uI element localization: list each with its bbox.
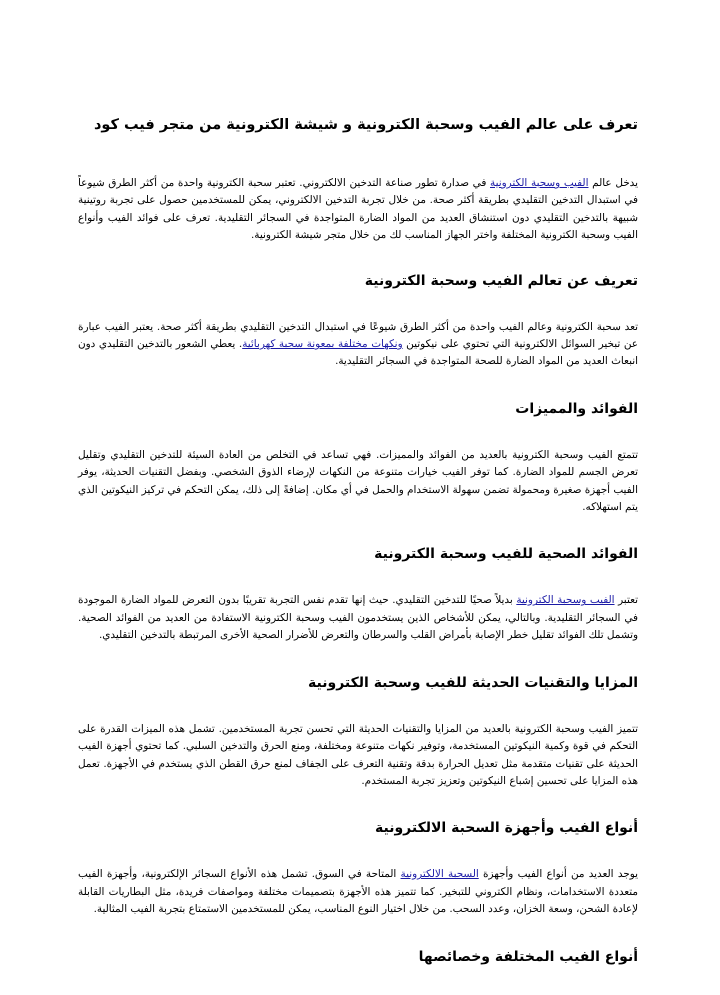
e-cig-link[interactable]: السحبة الالكترونية bbox=[400, 868, 479, 881]
health-text-start: تعتبر bbox=[614, 594, 638, 607]
section-heading-health-benefits: الفوائد الصحية للفيب وسحبة الكترونية bbox=[374, 546, 638, 563]
intro-text-rest: في صدارة تطور صناعة التدخين الالكتروني. تعتبر سحبة الكترونية واحدة من أكثر الطرق شيوعاً في استبدال التدخين التقليدي بطريقة أكثر صحة. من خلال تجربة التدخين الالكتروني، يمكن للمستخدمين حصول على تجربة روتينية شبيهة بالتدخين التقليدي دون استنشاق العديد من المواد الضارة المتواجدة في السجائر التقليدية. تعرف على فوائد الفيب وأنواع الفيب وسحبة الكترونية المختلفة واختر الجهاز المناسب لك من خلال متجر شيشة الكترونية. bbox=[78, 177, 638, 242]
section-paragraph-modern-tech: تتميز الفيب وسحبة الكترونية بالعديد من المزايا والتقنيات الحديثة التي تحسن تجربة المستخدمين. تشمل هذه الميزات القدرة على التحكم في قوة وكمية النيكوتين المستخدمة، وتوفير نكهات متنوعة ومختلفة، ومنع الحرق والتدخين السلبي. كما تحتوي أجهزة الفيب الحديثة على تقنيات متقدمة مثل تعديل الحرارة بدقة وتقنية التعرف على الجفاف لمنع حرق القطن الذي يستخدم في الأجهزة. تعمل هذه المزايا على تحسين إشباع النيكوتين وتعزيز تجربة المستخدم. bbox=[78, 722, 638, 787]
section-paragraph-health-benefits bbox=[78, 592, 638, 644]
health-text-rest: بديلاً صحيًا للتدخين التقليدي. حيث إنها تقدم نفس التجربة تقريبًا بدون التعرض للمواد الضارة الموجودة في السجائر التقليدية. وبالتالي، يمكن للأشخاص الذين يستخدمون الفيب وسحبة الكترونية الاستفادة من العديد من الفوائد الصحية. وتشمل تلك الفوائد تقليل خطر الإصابة بأمراض القلب والسرطان والتعرض للأضرار الصحية الأخرى المرتبطة بالتدخين التقليدي. bbox=[78, 594, 638, 642]
definition-text-rest: . يعطي الشعور بالتدخين التقليدي دون انبعاث العديد من المواد الضارة للصحة المتواجدة في السجائر التقليدية. bbox=[78, 338, 638, 368]
document-title: تعرف على عالم الفيب وسحبة الكترونية و شيشة الكترونية من متجر فيب كود bbox=[93, 117, 638, 133]
section-heading-benefits: الفوائد والمميزات bbox=[515, 400, 638, 417]
section-heading-definition: تعريف عن تعالم الفيب وسحبة الكترونية bbox=[364, 272, 638, 289]
section-paragraph-benefits: تتمتع الفيب وسحبة الكترونية بالعديد من الفوائد والمميزات. فهي تساعد في التخلص من العادة السيئة للتدخين التقليدي وتقليل تعرض الجسم للمواد الضارة. كما توفر الفيب خيارات متنوعة من النكهات لإرضاء الذوق الشخصي. وبفضل التقنيات الحديثة، يوفر الفيب أجهزة صغيرة ومحمولة تضمن سهولة الاستخدام والحمل في أي مكان. إضافةً إلى ذلك، يمكن التحكم في تركيز النيكوتين الذي يتم استهلاكه. bbox=[78, 448, 638, 514]
section-paragraph-definition bbox=[78, 319, 638, 371]
section-heading-modern-tech: المزايا والتقنيات الحديثة للفيب وسحبة الكترونية bbox=[308, 674, 638, 691]
intro-text-start: يدخل عالم bbox=[588, 177, 638, 189]
vape-link[interactable]: الفيب وسحبة الكترونية bbox=[490, 177, 589, 189]
vape-health-link[interactable]: الفيب وسحبة الكترونية bbox=[516, 594, 615, 607]
types-text-rest: المتاحة في السوق. تشمل هذه الأنواع السجائر الإلكترونية، وأجهزة الفيب متعددة الاستخدامات، ونظام الكتروني للتبخير. كما تتميز هذه الأجهزة بتصميمات مختلفة ومواصفات فريدة، مثل البطاريات القابلة لإعادة الشحن، وسعة الخزان، وعدد السحب. من خلال اختيار النوع المناسب، يمكن للمستخدمين الاستمتاع بتجربة الفيب المثالية. bbox=[78, 868, 638, 916]
section-heading-vape-kinds: أنواع الفيب المختلفة وخصائصها bbox=[418, 948, 638, 965]
flavors-link[interactable]: ونكهات مختلفة بمعونة سحبة كهربائية bbox=[242, 338, 403, 351]
types-text-start: يوجد العديد من أنواع الفيب وأجهزة bbox=[478, 868, 638, 881]
document-content bbox=[78, 175, 638, 995]
section-heading-device-types: أنواع الفيب وأجهزة السحبة الالكترونية bbox=[375, 820, 638, 837]
intro-paragraph bbox=[78, 175, 638, 245]
section-paragraph-device-types bbox=[78, 866, 638, 918]
definition-text-start: تعد سحبة الكترونية وعالم الفيب واحدة من أكثر الطرق شيوعًا في استبدال التدخين التقليدي بطريقة أكثر صحة. يعتبر الفيب عبارة عن تبخير السوائل الالكترونية التي تحتوي على نيكوتين bbox=[78, 320, 638, 351]
